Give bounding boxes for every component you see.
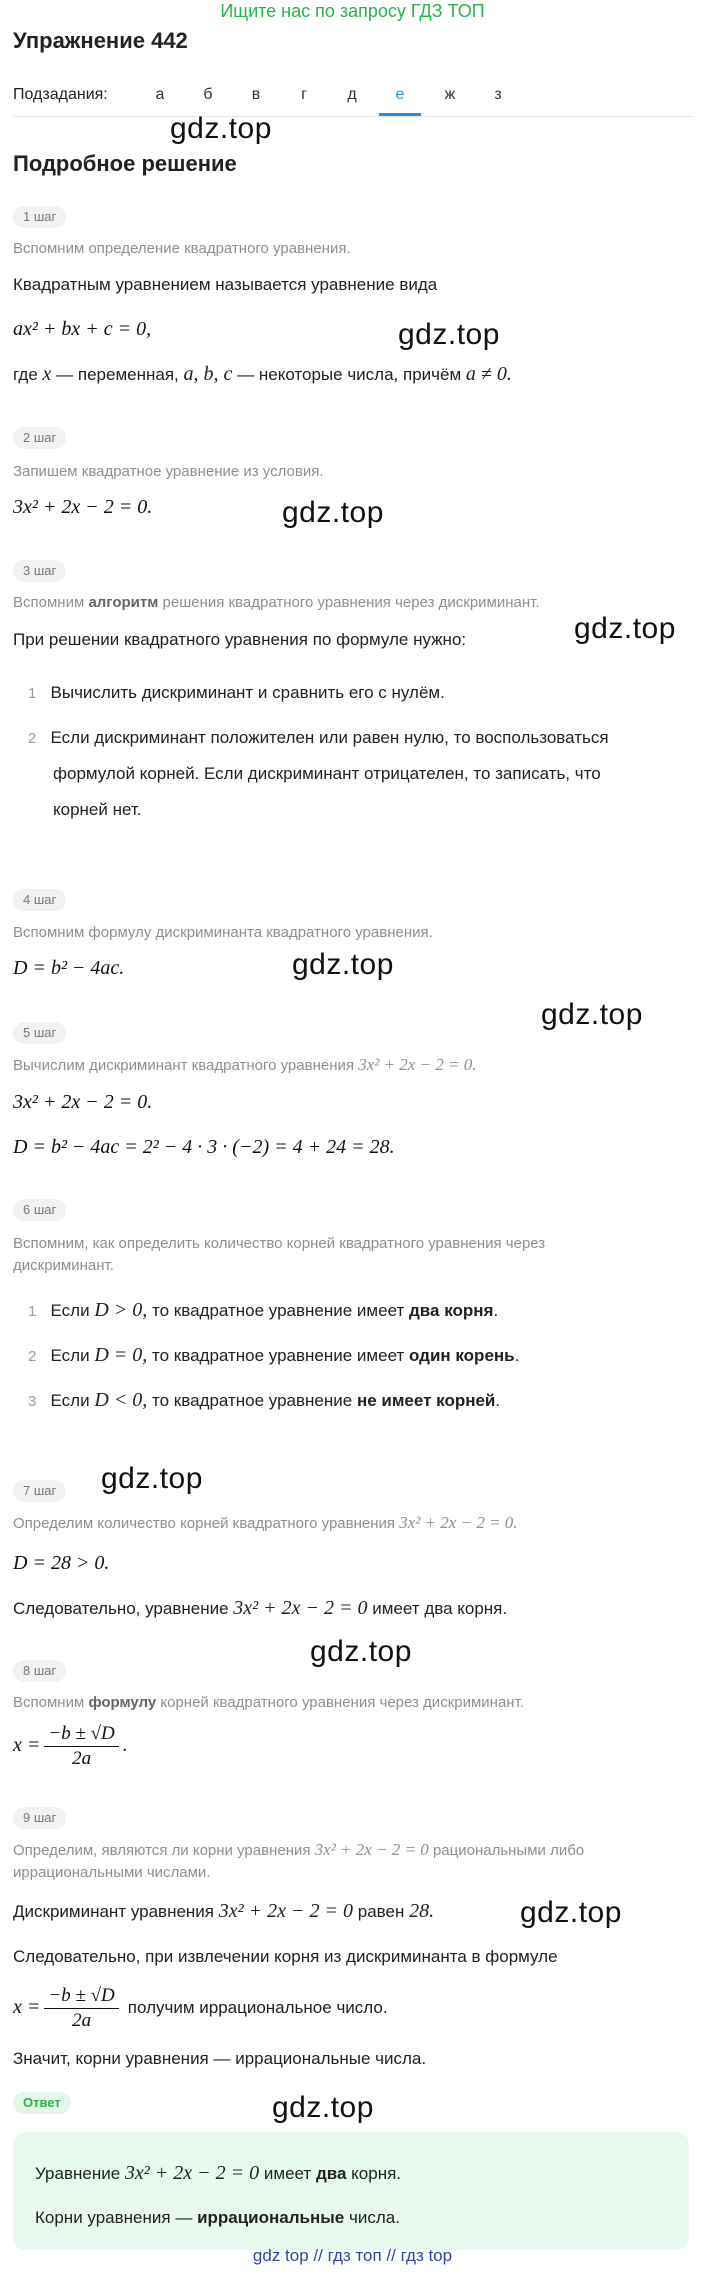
step9-formula: x = $\frac{-b \pm √D}{2a}$ получим иррациональное число. (13, 1985, 388, 2031)
step9-hint-line2: иррациональными числами. (13, 1864, 211, 1881)
step9-text-4: Значит, корни уравнения — иррациональные числа. (13, 2049, 427, 2068)
watermark: gdz.top (101, 1462, 203, 1495)
step3-text: При решении квадратного уравнения по формуле нужно: (13, 630, 467, 649)
step2-formula: 3x² + 2x − 2 = 0. (13, 496, 153, 518)
step8-formula: x = $\frac{-b \pm √D}{2a}$ . (13, 1723, 128, 1769)
step1-text: Квадратным уравнением называется уравнение вида (13, 275, 438, 294)
subtask-tab-v[interactable]: в (251, 86, 261, 103)
answer-line-1: Уравнение 3x² + 2x − 2 = 0 имеет два корня. (35, 2162, 402, 2184)
step1-formula: ax² + bx + c = 0, (13, 318, 152, 340)
step5-hint: Вычислим дискриминант квадратного уравнения 3x² + 2x − 2 = 0. (13, 1055, 477, 1074)
step-badge-7: 7 шаг (13, 1480, 66, 1502)
step5-formula-2: D = b² − 4ac = 2² − 4 · 3 · (−2) = 4 + 24 = 28. (13, 1136, 395, 1158)
step6-item-2: 2 Если D = 0, то квадратное уравнение имеет один корень. (28, 1344, 520, 1366)
answer-box (13, 2132, 689, 2250)
step9-text-2: Следовательно, при извлечении корня из дискриминанта в формуле (13, 1947, 558, 1966)
subtask-tab-zh[interactable]: ж (444, 86, 456, 103)
watermark: gdz.top (282, 496, 384, 529)
watermark: gdz.top (574, 612, 676, 645)
search-banner[interactable]: Ищите нас по запросу ГДЗ ТОП (220, 1, 485, 21)
watermark: gdz.top (520, 1896, 622, 1929)
step1-hint: Вспомним определение квадратного уравнения. (13, 240, 351, 257)
step4-formula: D = b² − 4ac. (13, 957, 125, 979)
step-badge-8: 8 шаг (13, 1660, 66, 1682)
watermark: gdz.top (292, 948, 394, 981)
step9-hint-line1: Определим, являются ли корни уравнения 3x² + 2x − 2 = 0 рациональными либо (13, 1840, 585, 1859)
step8-hint: Вспомним формулу корней квадратного уравнения через дискриминант. (13, 1694, 524, 1711)
step6-item-1: 1 Если D > 0, то квадратное уравнение имеет два корня. (28, 1299, 499, 1321)
footer-links[interactable]: gdz top // гдз топ // гдз top (252, 2246, 453, 2265)
watermark: gdz.top (272, 2091, 374, 2124)
step6-hint-line2: дискриминант. (13, 1257, 114, 1274)
subtasks-bar (13, 82, 693, 117)
subtask-tab-z[interactable]: з (494, 86, 502, 103)
subtask-tab-b[interactable]: б (203, 86, 213, 103)
step-badge-6: 6 шаг (13, 1199, 66, 1221)
step3-item-2-line2: формулой корней. Если дискриминант отрицателен, то записать, что (53, 764, 601, 783)
subtask-tab-e-active[interactable]: е (395, 86, 405, 103)
section-title: Подробное решение (13, 151, 237, 176)
watermark: gdz.top (398, 318, 500, 351)
watermark: gdz.top (170, 112, 272, 145)
answer-line-2: Корни уравнения — иррациональные числа. (35, 2208, 400, 2227)
step3-item-1: 1 Вычислить дискриминант и сравнить его с нулём. (28, 683, 445, 702)
step7-hint: Определим количество корней квадратного уравнения 3x² + 2x − 2 = 0. (13, 1513, 518, 1532)
subtask-tab-a[interactable]: а (155, 86, 165, 103)
watermark: gdz.top (541, 998, 643, 1031)
step-badge-2: 2 шаг (13, 427, 66, 449)
step-badge-9: 9 шаг (13, 1807, 66, 1829)
step6-item-3: 3 Если D < 0, то квадратное уравнение не имеет корней. (28, 1389, 501, 1411)
subtask-tab-g[interactable]: г (301, 86, 307, 103)
step7-formula: D = 28 > 0. (13, 1552, 110, 1574)
answer-badge: Ответ (13, 2092, 71, 2114)
step9-text-1: Дискриминант уравнения 3x² + 2x − 2 = 0 равен 28. (13, 1900, 435, 1922)
step-badge-3: 3 шаг (13, 560, 66, 582)
step2-hint: Запишем квадратное уравнение из условия. (13, 463, 324, 480)
subtasks-label: Подзадания: (13, 86, 108, 103)
step-badge-4: 4 шаг (13, 889, 66, 911)
subtask-tab-d[interactable]: д (347, 86, 357, 103)
watermark: gdz.top (310, 1635, 412, 1668)
step7-text: Следовательно, уравнение 3x² + 2x − 2 = 0 имеет два корня. (13, 1597, 508, 1619)
step4-hint: Вспомним формулу дискриминанта квадратного уравнения. (13, 924, 433, 941)
page-title: Упражнение 442 (13, 28, 188, 53)
step-badge-5: 5 шаг (13, 1022, 66, 1044)
active-tab-indicator (379, 113, 421, 116)
step3-item-2-line3: корней нет. (53, 800, 142, 819)
step3-hint: Вспомним алгоритм решения квадратного уравнения через дискриминант. (13, 594, 540, 611)
step5-formula-1: 3x² + 2x − 2 = 0. (13, 1091, 153, 1113)
step3-item-2: 2 Если дискриминант положителен или равен нулю, то воспользоваться (28, 728, 609, 747)
step-badge-1: 1 шаг (13, 206, 66, 228)
step6-hint-line1: Вспомним, как определить количество корней квадратного уравнения через (13, 1235, 546, 1252)
step1-where: где x — переменная, a, b, c — некоторые числа, причём a ≠ 0. (13, 363, 512, 385)
